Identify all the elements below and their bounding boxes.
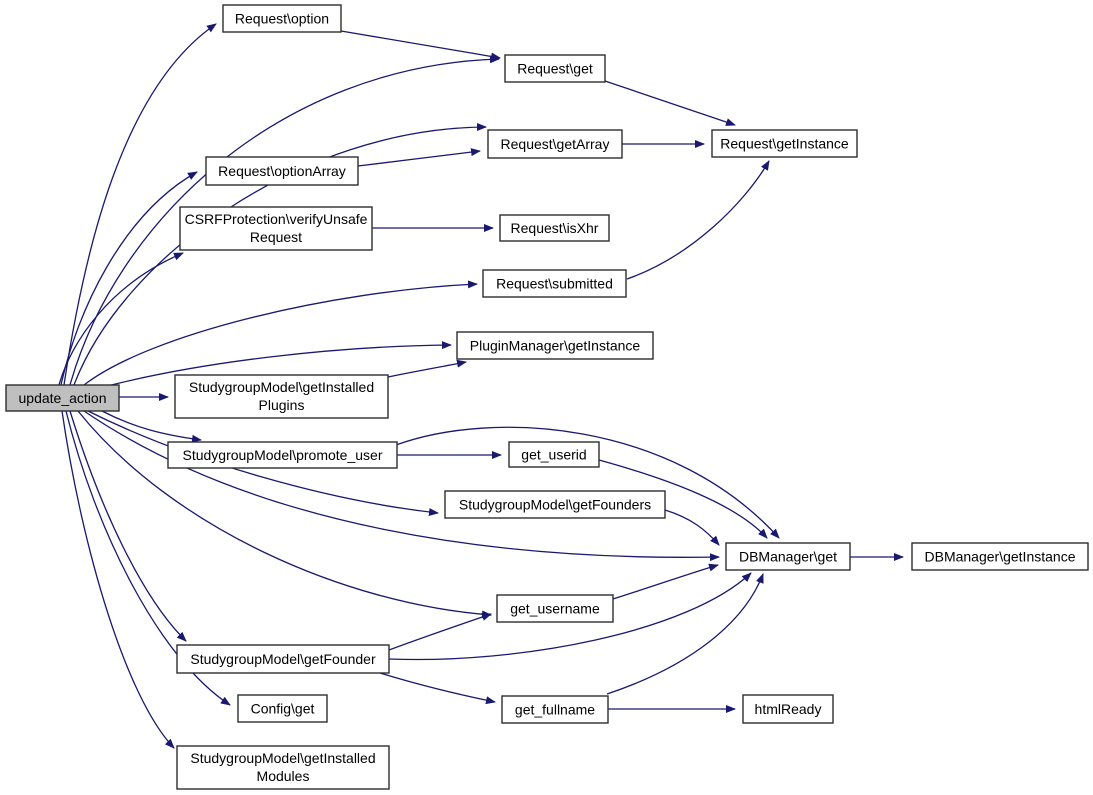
node-update-action[interactable]: [6, 385, 119, 411]
node-label: StudygroupModel\promote_user: [182, 447, 383, 463]
node-label: get_userid: [521, 446, 587, 463]
node-label: StudygroupModel\getFounder: [190, 651, 376, 667]
node-label: get_username: [510, 600, 600, 617]
node-sg-getinstalledplugins[interactable]: [175, 375, 388, 418]
node-request-getarray[interactable]: [488, 130, 622, 158]
node-label: Request: [249, 229, 303, 245]
edge-update_action-to-request_option: [64, 24, 216, 385]
node-label: PluginManager\getInstance: [469, 337, 641, 354]
edge-update_action-to-request_optionarray: [61, 172, 197, 385]
edge-request_get-to-request_getinstance: [605, 81, 735, 125]
node-sg-getfounder[interactable]: [177, 645, 389, 673]
node-request-submitted[interactable]: [483, 270, 626, 297]
node-label: Request\getInstance: [720, 135, 849, 152]
edge-sg_getinstalledplugins-to-pluginmanager_getinstance: [388, 362, 466, 377]
node-sg-promote-user[interactable]: [168, 442, 397, 468]
node-request-option[interactable]: [223, 5, 341, 32]
node-label: Config\get: [250, 700, 315, 717]
edge-get_fullname-to-dbmanager_get: [607, 574, 763, 694]
node-get-username[interactable]: [497, 595, 613, 622]
edge-get_username-to-dbmanager_get: [613, 565, 718, 599]
node-label: Request\get: [517, 60, 593, 77]
node-request-isxhr[interactable]: [500, 215, 609, 241]
node-label: get_fullname: [514, 701, 596, 718]
edge-update_action-to-request_submitted: [84, 284, 477, 385]
edge-request_optionarray-to-request_getarray: [358, 151, 480, 166]
node-dbmanager-get[interactable]: [726, 543, 850, 570]
node-request-optionarray[interactable]: [206, 157, 358, 185]
node-label: Modules: [256, 768, 310, 784]
edge-sg_getfounders-to-dbmanager_get: [665, 510, 719, 545]
node-label: DBManager\get: [738, 548, 838, 565]
node-label: StudygroupModel\getFounders: [458, 496, 652, 513]
node-label: update_action: [18, 390, 107, 406]
node-get-fullname[interactable]: [502, 696, 608, 723]
node-label: Request\option: [234, 10, 330, 27]
edge-sg_getfounder-to-get_username: [389, 614, 491, 650]
node-get-userid[interactable]: [509, 442, 599, 467]
node-request-getinstance[interactable]: [712, 130, 857, 157]
node-label: Request\optionArray: [218, 163, 346, 179]
node-label: StudygroupModel\getInstalled: [190, 750, 376, 766]
node-dbmanager-getinstance[interactable]: [912, 543, 1088, 570]
node-label: DBManager\getInstance: [924, 548, 1076, 565]
node-pluginmanager-getinstance[interactable]: [457, 332, 653, 359]
edge-update_action-to-dbmanager_get: [84, 411, 719, 557]
node-csrf-verifyunsaferequest[interactable]: [180, 207, 372, 250]
node-config-get[interactable]: [238, 695, 327, 722]
node-label: Plugins: [258, 397, 305, 413]
node-label: StudygroupModel\getInstalled: [188, 379, 375, 395]
edge-update_action-to-sg_getinstalledmodules: [62, 411, 174, 748]
node-request-get[interactable]: [505, 55, 605, 82]
edge-request_option-to-request_get: [341, 31, 500, 58]
node-label: Request\getArray: [500, 136, 610, 152]
node-sg-getinstalledmodules[interactable]: [177, 746, 389, 789]
edge-sg_getfounder-to-get_fullname: [380, 673, 495, 702]
node-label: Request\submitted: [496, 275, 613, 292]
node-label: Request\isXhr: [510, 220, 599, 236]
node-sg-getfounders[interactable]: [445, 491, 665, 518]
edge-request_submitted-to-request_getinstance: [627, 161, 769, 279]
node-label: htmlReady: [754, 701, 822, 717]
node-label: CSRFProtection\verifyUnsafe: [184, 211, 368, 227]
node-htmlready[interactable]: [743, 695, 833, 723]
